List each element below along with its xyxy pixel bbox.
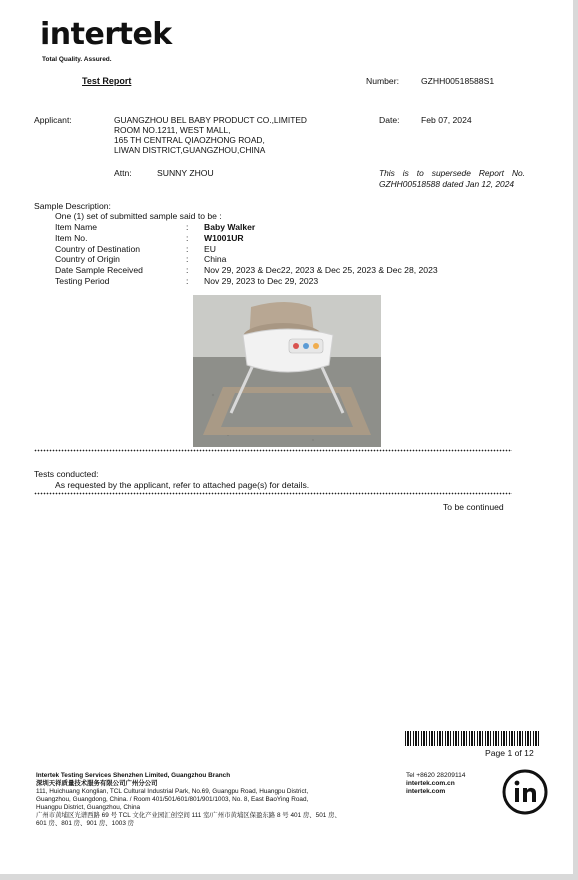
footer-contact	[406, 772, 465, 797]
footer-web: intertek.com.cn	[406, 780, 455, 788]
barcode	[405, 731, 540, 746]
logo-tagline: Total Quality. Assured.	[42, 56, 112, 63]
footer-line: 广州市黄埔区光谱西路 69 号 TCL 文化产业园汇创空间 111 室/广州市黄埔区保盈东路 8 号 401 房、501 房、	[36, 812, 341, 819]
row-separator: :	[186, 233, 189, 243]
received-value: Nov 29, 2023 & Dec22, 2023 & Dec 25, 2023 & Dec 28, 2023	[204, 265, 438, 275]
row-separator: :	[186, 254, 189, 264]
row-separator: :	[186, 222, 189, 232]
applicant-label: Applicant:	[34, 115, 72, 125]
item-no-value: W1001UR	[204, 233, 244, 243]
report-date: Feb 07, 2024	[421, 115, 472, 125]
footer-line: 601 房、801 房、901 房、1003 房	[36, 820, 135, 827]
tests-heading: Tests conducted:	[34, 469, 99, 479]
tests-text: As requested by the applicant, refer to attached page(s) for details.	[55, 480, 310, 490]
destination-value: EU	[204, 244, 216, 254]
footer-line: Huangpu District, Guangzhou, China	[36, 804, 141, 811]
item-no-label: Item No.	[55, 233, 88, 243]
item-name-label: Item Name	[55, 222, 98, 232]
address-line: LIWAN DISTRICT,GUANGZHOU,CHINA	[114, 145, 266, 155]
attn-label: Attn:	[114, 168, 132, 178]
separator-line	[34, 449, 512, 452]
testing-period-value: Nov 29, 2023 to Dec 29, 2023	[204, 276, 319, 286]
footer-tel: Tel +8620 28209114	[406, 772, 466, 779]
sample-intro: One (1) set of submitted sample said to be :	[55, 211, 222, 221]
item-name-value: Baby Walker	[204, 222, 256, 232]
footer-line: 111, Huichuang Konglian, TCL Cultural Industrial Park, No.69, Guangpu Road, Huangpu District,	[36, 788, 309, 795]
number-label: Number:	[366, 76, 399, 86]
testing-period-label: Testing Period	[55, 276, 110, 286]
sample-photo	[193, 295, 381, 447]
intertek-seal-icon	[500, 767, 550, 817]
destination-label: Country of Destination	[55, 244, 141, 254]
report-number: GZHH00518588S1	[421, 76, 495, 86]
footer-web: intertek.com	[406, 788, 446, 796]
attn-name: SUNNY ZHOU	[157, 168, 214, 178]
footer-line: Guangzhou, Guangdong, China. / Room 401/501/601/801/901/1003, No. 8, East BaoYing Road,	[36, 796, 309, 803]
date-label: Date:	[379, 115, 400, 125]
footer-company: Intertek Testing Services Shenzhen Limited, Guangzhou Branch	[36, 772, 231, 779]
row-separator: :	[186, 244, 189, 254]
origin-label: Country of Origin	[55, 254, 120, 264]
to-be-continued: To be continued	[443, 502, 504, 512]
report-title: Test Report	[82, 76, 132, 86]
page-number: Page 1 of 12	[485, 748, 534, 758]
address-line: GUANGZHOU BEL BABY PRODUCT CO.,LIMITED	[114, 115, 307, 125]
sample-heading: Sample Description:	[34, 201, 111, 211]
row-separator: :	[186, 276, 189, 286]
baby-walker-illustration	[193, 295, 381, 447]
address-line: 165 TH CENTRAL QIAOZHONG ROAD,	[114, 135, 265, 145]
intertek-logo: intertek	[40, 17, 172, 52]
supersede-note: This is to supersede Report No. GZHH00518588 dated Jan 12, 2024	[379, 168, 525, 189]
page-edge-right	[573, 0, 578, 880]
applicant-address	[114, 115, 307, 155]
address-line: ROOM NO.1211, WEST MALL,	[114, 125, 231, 135]
row-separator: :	[186, 265, 189, 275]
footer-line: 深圳天祥质量技术服务有限公司广州分公司	[36, 780, 158, 787]
footer-address	[36, 772, 341, 828]
origin-value: China	[204, 254, 227, 264]
separator-line	[34, 492, 512, 495]
received-label: Date Sample Received	[55, 265, 143, 275]
page-edge-bottom	[0, 874, 578, 880]
